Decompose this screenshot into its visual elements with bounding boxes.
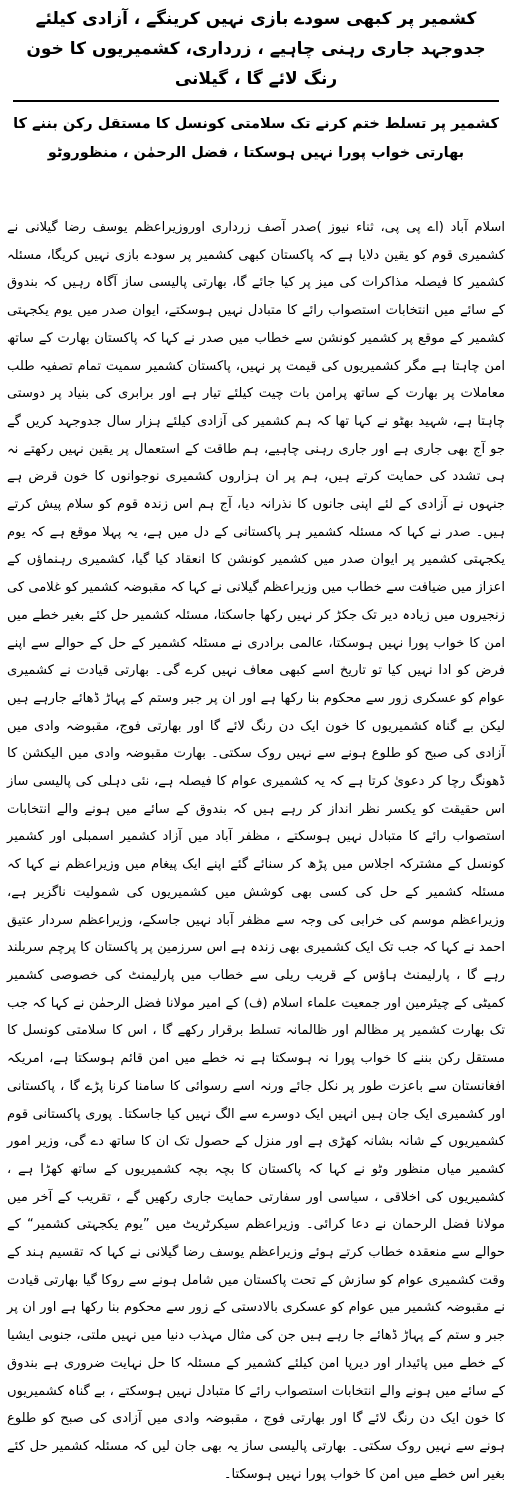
dateline: اسلام آباد (اے پی پی، ثناء نیوز ) [316, 220, 506, 235]
headline: کشمیر پر کبھی سودے بازی نہیں کرینگے ، آزادی کیلئے جدوجہد جاری رہنی چاہیے ، زرداری، کشمیریوں کا خون رنگ لائے گا ، گیلانی [26, 9, 486, 89]
subheadline: کشمیر پر تسلط ختم کرنے تک سلامتی کونسل کا مستقل رکن بننے کا بھارتی خواب پورا نہیں ہوسکتا ، فضل الرحمٰن ، منظوروٹو [13, 116, 499, 161]
divider-rule [13, 100, 499, 102]
article-text: صدر آصف زرداری اوروزیراعظم یوسف رضا گیلانی نے کشمیری قوم کو یقین دلایا ہے کہ پاکستان کبھی کشمیر پر سودے بازی نہیں کریگا، مسئلہ کشمیر کا فیصلہ مذاکرات کی میز پر کیا جائے گا، بھارتی پالیسی ساز آگاہ رہیں کہ بندوق کے سائے میں انتخابات استصواب رائے کا متبادل نہیں ہوسکتے، ایوان صدر میں یوم یکجہتی کشمیر کے موقع پر کشمیر کونشن سے خطاب میں صدر نے کہا کہ پاکستان بھارت کے ساتھ امن چاہتا ہے مگر کشمیریوں کی قیمت پر نہیں، پاکستان کشمیر سمیت تمام تصفیہ طلب معاملات پر بھارت کے ساتھ پرامن بات چیت کیلئے تیار ہے اور برابری کی بنیاد پر دوستی چاہتا ہے، شہید بھٹو نے کہا تھا کہ ہم کشمیر کی آزادی کیلئے ہزار سال جدوجہد کریں گے جو آج بھی جاری ہے اور جاری رہنی چاہیے، ہم طاقت کے استعمال پر یقین نہیں رکھتے نہ ہی تشدد کی حمایت کرتے ہیں، ہم پر ان ہزاروں کشمیری نوجوانوں کا خون قرض ہے جنہوں نے آزادی کے لئے اپنی جانوں کا نذرانہ دیا، آج ہم اس زندہ قوم کو سلام پیش کرتے ہیں۔ صدر نے کہا کہ مسئلہ کشمیر ہر پاکستانی کے دل میں ہے، یہ پہلا موقع ہے کہ یوم یکجہتی کشمیر پر ایوان صدر میں کشمیر کونشن کا انعقاد کیا گیا، کشمیری رہنماؤں کے اعزاز میں ضیافت سے خطاب میں وزیراعظم گیلانی نے کہا کہ مقبوضہ کشمیر کو غلامی کی زنجیروں میں زیادہ دیر تک جکڑ کر نہیں رکھا جاسکتا، مسئلہ کشمیر حل کئے بغیر خطے میں امن کا خواب پورا نہیں ہوسکتا، عالمی برادری نے مسئلہ کشمیر کے حل کے حوالے سے اپنے فرض کو ادا نہیں کیا تو تاریخ اسے کبھی معاف نہیں کرے گی۔ بھارتی قیادت نے کشمیری عوام کو عسکری زور سے محکوم بنا رکھا ہے اور ان پر جبر وستم کے پہاڑ ڈھائے جارہے ہیں لیکن بے گناہ کشمیریوں کا خون ایک دن رنگ لائے گا اور بھارتی فوج، مقبوضہ وادی میں آزادی کی صبح کو طلوع ہونے سے نہیں روک سکتی۔ بھارت مقبوضہ وادی میں الیکشن کا ڈھونگ رچا کر دعویٰ کرتا ہے کہ یہ کشمیری عوام کا فیصلہ ہے، نئی دہلی کی پالیسی ساز اس حقیقت کو یکسر نظر انداز کر رہے ہیں کہ بندوق کے سائے میں ہونے والے انتخابات استصواب رائے کا متبادل نہیں ہوسکتے ، مظفر آباد میں آزاد کشمیر اسمبلی اور کشمیر کونسل کے مشترکہ اجلاس میں پڑھ کر سنائے گئے اپنے ایک پیغام میں وزیراعظم نے کہا کہ مسئلہ کشمیر کے حل کی کسی بھی کوشش میں کشمیریوں کی شمولیت ناگزیر ہے، وزیراعظم موسم کی خرابی کی وجہ سے مظفر آباد نہیں جاسکے، وزیراعظم سردار عتیق احمد نے کہا کہ جب تک ایک کشمیری بھی زندہ ہے اس سرزمین پر پاکستان کا پرچم سربلند رہے گا ، پارلیمنٹ ہاؤس کے قریب ریلی سے خطاب میں پارلیمنٹ کی خصوصی کشمیر کمیٹی کے چیئرمین اور جمعیت علماء اسلام (ف) کے امیر مولانا فضل الرحمٰن نے کہا کہ جب تک بھارت کشمیر پر مظالم اور ظالمانہ تسلط برقرار رکھے گا ، اس کا سلامتی کونسل کا مستقل رکن بننے کا خواب پورا نہ ہوسکتا ہے نہ خطے میں امن قائم ہوسکتا ہے، امریکہ افغانستان سے باعزت طور پر نکل جائے ورنہ اسے رسوائی کا سامنا کرنا پڑے گا ، پاکستانی اور کشمیری ایک جان ہیں انہیں ایک دوسرے سے الگ نہیں کیا جاسکتا۔ پوری پاکستانی قوم کشمیریوں کے شانہ بشانہ کھڑی ہے اور منزل کے حصول تک ان کا ساتھ دے گی، وزیر امور کشمیر میاں منظور وٹو نے کہا کہ پاکستان کا بچہ بچہ کشمیریوں کے ساتھ کھڑا ہے ، کشمیریوں کی اخلاقی ، سیاسی اور سفارتی حمایت جاری رکھیں گے ، تقریب کے آخر میں مولانا فضل الرحمان نے دعا کرائی۔ وزیراعظم سیکرٹریٹ میں ”یوم یکجہتی کشمیر“ کے حوالے سے منعقدہ خطاب کرتے ہوئے وزیراعظم یوسف رضا گیلانی نے کہا کہ تقسیم ہند کے وقت کشمیری عوام کو سازش کے تحت پاکستان میں شامل ہونے سے روکا گیا بھارتی قیادت نے مقبوضہ کشمیر میں عوام کو عسکری بالادستی کے زور سے محکوم بنا رکھا ہے اور ان پر جبر و ستم کے پہاڑ ڈھائے جا رہے ہیں جن کی مثال مہذب دنیا میں نہیں ملتی، جنوبی ایشیا کے خطے میں پائیدار اور دیرپا امن کیلئے کشمیر کے مسئلہ کا حل نہایت ضروری ہے بندوق کے سائے میں ہونے والے انتخابات استصواب رائے کا متبادل نہیں ہوسکتے ، بے گناہ کشمیریوں کا خون ایک دن رنگ لائے گا اور بھارتی فوج ، مقبوضہ وادی میں آزادی کی صبح کو طلوع ہونے سے نہیں روک سکتی۔ بھارتی پالیسی ساز یہ بھی جان لیں کہ مسئلہ کشمیر حل کئے بغیر اس خطے میں امن کا خواب پورا نہیں ہوسکتا۔ [7, 220, 505, 1482]
article-body [7, 214, 505, 1488]
